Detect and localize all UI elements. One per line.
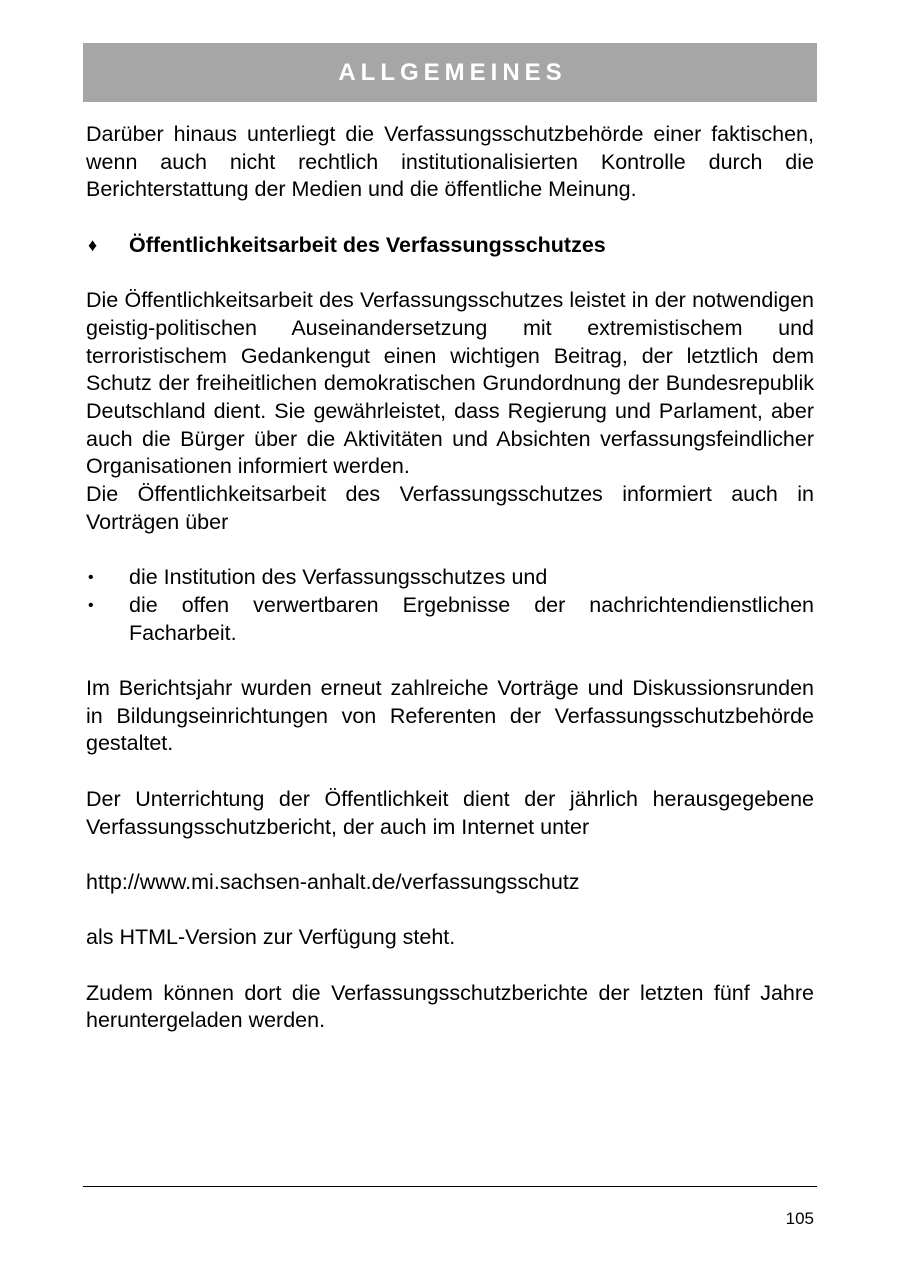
section-header-bar <box>83 43 817 102</box>
list-item <box>86 592 814 647</box>
section-heading-text: Öffentlichkeitsarbeit des Verfassungsschutzes <box>129 232 606 257</box>
list-item-text: die Institution des Verfassungsschutzes und <box>129 565 548 590</box>
website-url: http://www.mi.sachsen-anhalt.de/verfassungsschutz <box>86 869 580 894</box>
body-paragraph-3: Im Berichtsjahr wurden erneut zahlreiche Vorträge und Diskussionsrunden in Bildungseinrichtungen von Referenten der Verfassungsschutzbehörde gestaltet. <box>86 676 814 756</box>
body-paragraph-1: Die Öffentlichkeitsarbeit des Verfassungsschutzes leistet in der notwendigen geistig-politischen Auseinandersetzung mit extremistischem und terroristischem Gedankengut einen wichtigen Beitrag, der letztlich dem Schutz der freiheitlichen demokratischen Grundordnung der Bundesrepublik Deutschland dient. Sie gewährleistet, dass Regierung und Parlament, aber auch die Bürger über die Aktivitäten und Absichten verfassungsfeindlicher Organisationen informiert werden. <box>86 288 814 479</box>
page-number: 105 <box>785 1209 814 1228</box>
body-paragraph-2: Die Öffentlichkeitsarbeit des Verfassungsschutzes informiert auch in Vorträgen über <box>86 482 814 534</box>
section-title: ALLGEMEINES <box>338 58 567 86</box>
intro-paragraph: Darüber hinaus unterliegt die Verfassungsschutzbehörde einer faktischen, wenn auch nicht rechtlich institutionalisierten Kontrolle durch die Berichterstattung der Medien und die öffentliche Meinung. <box>86 122 814 202</box>
list-item-text: die offen verwertbaren Ergebnisse der nachrichtendienstlichen Facharbeit. <box>129 592 814 645</box>
body-paragraph-5: als HTML-Version zur Verfügung steht. <box>86 925 456 950</box>
bullet-list <box>86 564 814 647</box>
body-paragraph-6: Zudem können dort die Verfassungsschutzberichte der letzten fünf Jahre heruntergeladen werden. <box>86 980 814 1033</box>
diamond-bullet-icon: ♦ <box>88 234 98 255</box>
list-item <box>86 564 814 592</box>
footer-divider <box>83 1186 817 1187</box>
body-paragraph-4: Der Unterrichtung der Öffentlichkeit dient der jährlich herausgegebene Verfassungsschutzbericht, der auch im Internet unter <box>86 786 814 839</box>
bullet-dot-icon: • <box>88 569 94 587</box>
section-heading <box>86 232 814 260</box>
bullet-dot-icon: • <box>88 596 94 614</box>
page-content <box>86 121 814 1035</box>
